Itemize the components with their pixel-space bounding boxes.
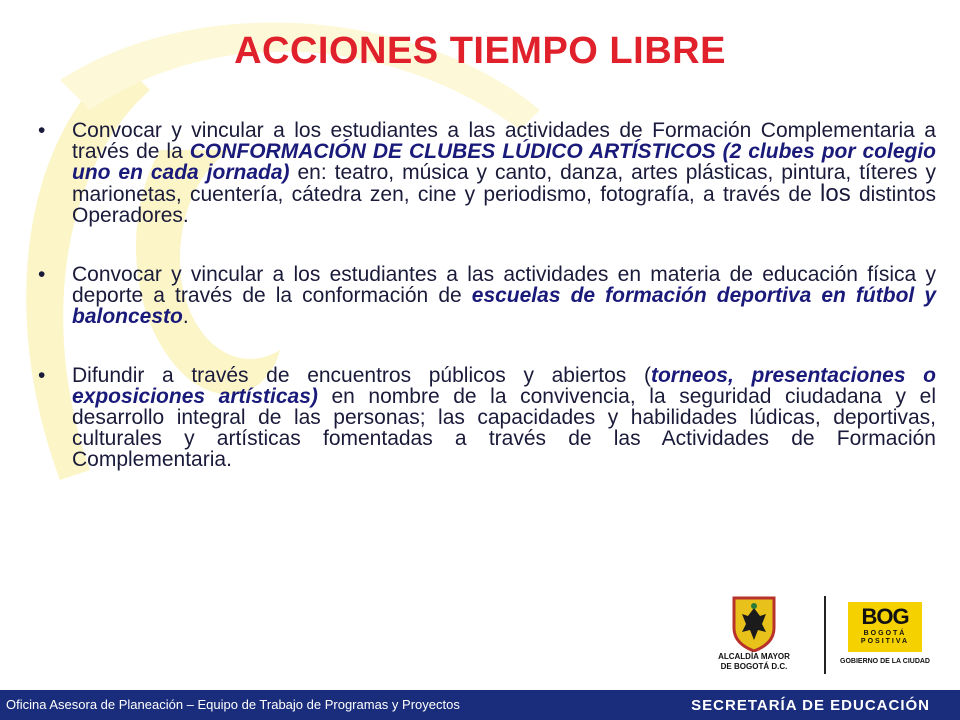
bullet-text-part: . (182, 305, 189, 328)
bullet-text-part: en: teatro, música y canto, danza, artes plásticas, pintura, títeres y marionetas, cuentería, cátedra zen, cine y periodismo, fotografía, a través de (72, 161, 937, 206)
bullet-text-part: los (820, 180, 851, 207)
bullet-text (72, 120, 936, 226)
bullet-text-part: Convocar y vincular a los estudiantes a las actividades de Formación Complementaria a través de la (72, 119, 936, 163)
bullet-item (38, 365, 936, 470)
bogota-coat-of-arms-icon (730, 596, 778, 652)
bog-logo (848, 602, 922, 652)
bullet-icon: • (38, 364, 46, 387)
gobierno-label: GOBIERNO DE LA CIUDAD (840, 658, 930, 665)
bullet-item (38, 120, 936, 226)
alcaldia-label (714, 652, 794, 672)
logo-area (718, 596, 930, 676)
bullet-icon: • (38, 263, 46, 286)
bog-word: BOG (861, 604, 909, 629)
bullet-emphasis: escuelas de formación deportiva en fútbol y baloncesto (72, 284, 936, 328)
bog-subtitle (848, 630, 922, 646)
bullet-item (38, 264, 936, 327)
bullet-icon: • (38, 119, 46, 142)
bullet-text-part: Difundir a través de encuentros públicos y abiertos ( (72, 364, 651, 387)
footer-bar (0, 690, 960, 720)
bullet-text (72, 365, 936, 470)
alcaldia-line2: DE BOGOTÁ D.C. (720, 662, 788, 671)
bullet-emphasis: CONFORMACIÓN DE CLUBES LÚDICO ARTÍSTICOS (2 clubes por colegio uno en cada jornada) (72, 140, 936, 184)
logo-divider (824, 596, 826, 674)
bullet-text-part: en nombre de la convivencia, la seguridad ciudadana y el desarrollo integral de las personas; las capacidades y habilidades lúdicas, deportivas, culturales y artísticas fomentadas a través de las Actividades de Formación Complementaria. (72, 385, 937, 471)
footer-secretaria-text: SECRETARÍA DE EDUCACIÓN (691, 697, 930, 714)
bullet-text (72, 264, 936, 327)
bullet-text-part: distintos Operadores. (72, 183, 936, 227)
bullet-list (38, 120, 936, 508)
footer-office-text: Oficina Asesora de Planeación – Equipo de Trabajo de Programas y Proyectos (6, 697, 460, 712)
bog-sub-line1: BOGOTÁ (863, 630, 907, 637)
slide-title: ACCIONES TIEMPO LIBRE (234, 30, 726, 72)
alcaldia-line1: ALCALDÍA MAYOR (718, 652, 790, 661)
bog-sub-line2: POSITIVA (860, 638, 910, 645)
bullet-emphasis: torneos, presentaciones o exposiciones artísticas) (72, 364, 936, 408)
bullet-text-part: Convocar y vincular a los estudiantes a las actividades en materia de educación física y deporte a través de la conformación de (72, 263, 936, 307)
